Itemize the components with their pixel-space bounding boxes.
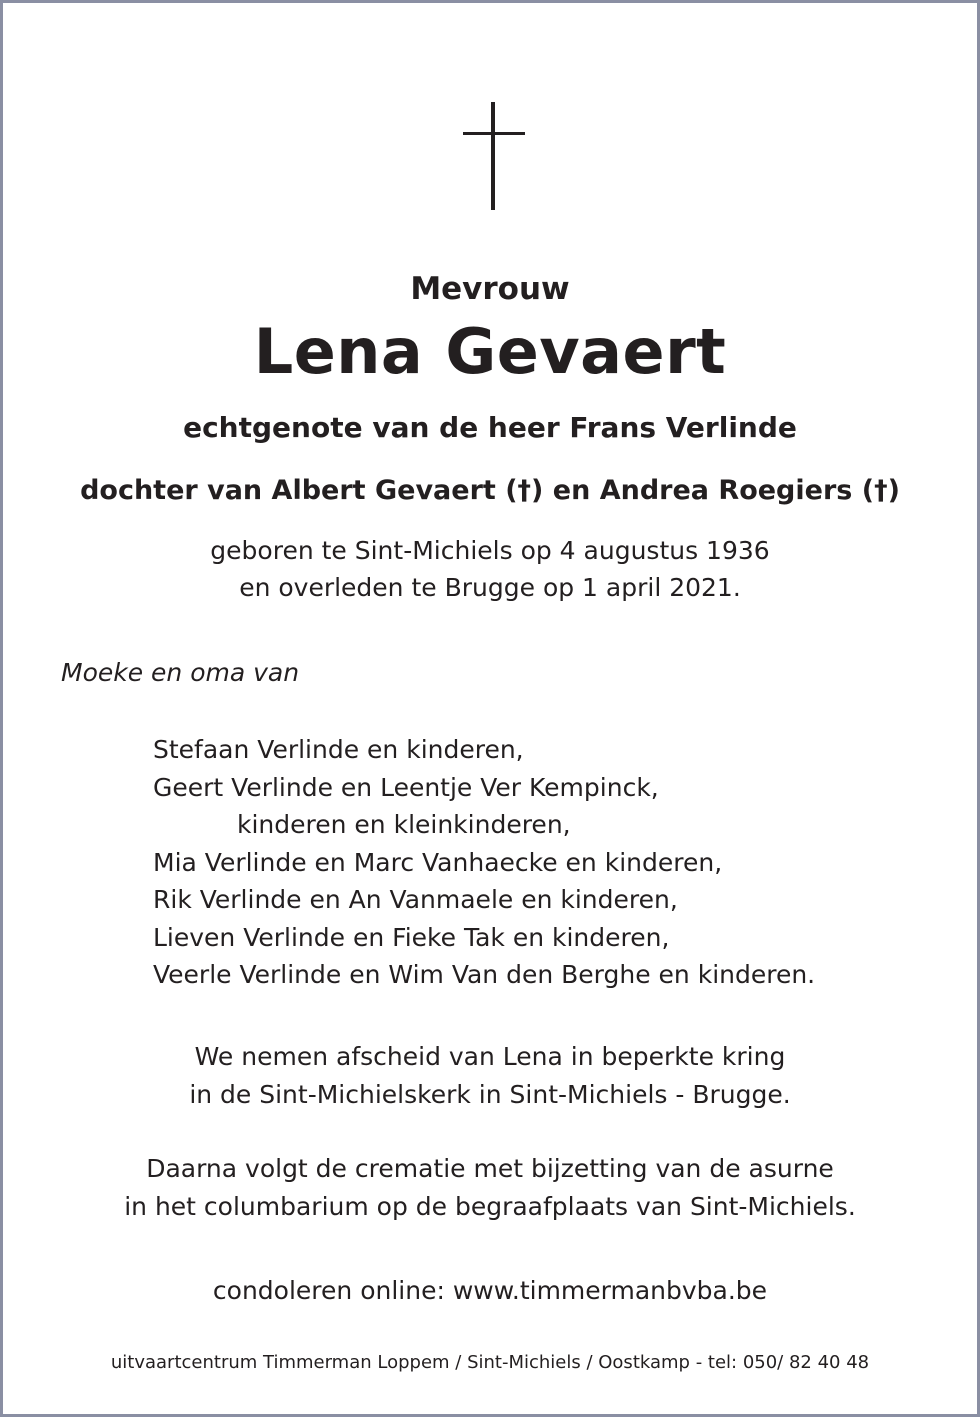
family-member: Veerle Verlinde en Wim Van den Berghe en kinderen.	[153, 960, 816, 989]
funeral-home-footer: uitvaartcentrum Timmerman Loppem / Sint-Michiels / Oostkamp - tel: 050/ 82 40 48	[110, 1352, 870, 1373]
family-member: Rik Verlinde en An Vanmaele en kinderen,	[153, 885, 678, 914]
farewell-line-1: We nemen afscheid van Lena in beperkte kring	[194, 1042, 786, 1071]
family-intro: Moeke en oma van	[61, 658, 300, 687]
deceased-name: Lena Gevaert	[253, 315, 727, 388]
family-member: Geert Verlinde en Leentje Ver Kempinck,	[153, 772, 659, 802]
cremation-line-1: Daarna volgt de crematie met bijzetting van de asurne	[146, 1154, 834, 1183]
condolence-line: condoleren online: www.timmermanbvba.be	[212, 1276, 768, 1305]
spouse-line: echtgenote van de heer Frans Verlinde	[183, 411, 797, 444]
family-member-continuation: kinderen en kleinkinderen,	[237, 810, 571, 839]
salutation: Mevrouw	[410, 271, 570, 307]
death-line: en overleden te Brugge op 1 april 2021.	[239, 573, 741, 602]
family-member: Stefaan Verlinde en kinderen,	[153, 735, 524, 764]
cremation-line-2: in het columbarium op de begraafplaats van Sint-Michiels.	[124, 1192, 856, 1221]
cross-horizontal-bar	[463, 132, 525, 135]
family-member: Mia Verlinde en Marc Vanhaecke en kinderen,	[153, 847, 723, 877]
parents-line: dochter van Albert Gevaert (†) en Andrea Roegiers (†)	[80, 475, 900, 506]
family-member: Lieven Verlinde en Fieke Tak en kinderen,	[153, 922, 670, 952]
birth-line: geboren te Sint-Michiels op 4 augustus 1936	[210, 536, 770, 565]
farewell-line-2: in de Sint-Michielskerk in Sint-Michiels - Brugge.	[189, 1080, 791, 1109]
cross-icon	[463, 102, 525, 210]
cross-vertical-bar	[491, 102, 495, 210]
family-list	[153, 731, 815, 994]
